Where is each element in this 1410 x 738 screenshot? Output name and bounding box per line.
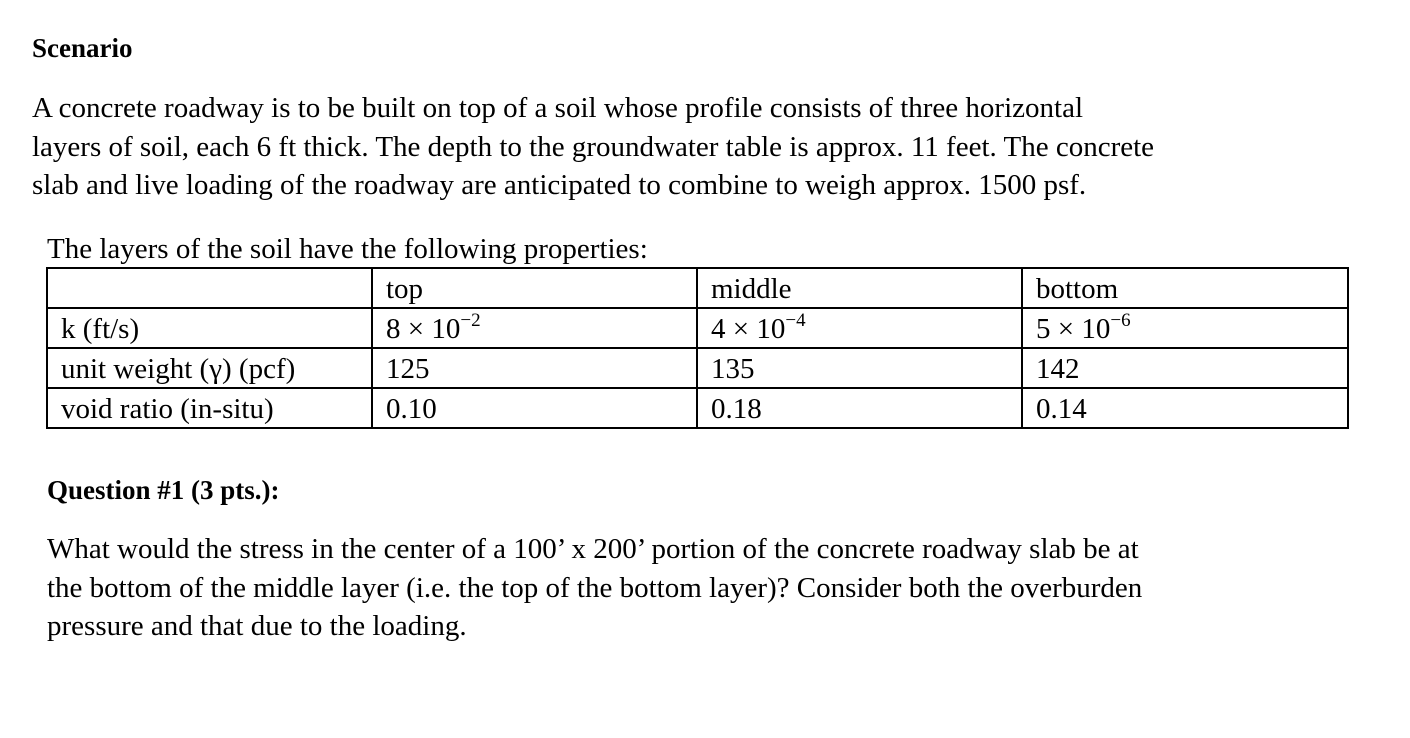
question-line: What would the stress in the center of a 100’ x 200’ portion of the concrete roadway slab be at xyxy=(47,533,1139,565)
header-cell-middle: middle xyxy=(697,268,1022,308)
scenario-paragraph xyxy=(32,89,1392,205)
k-mantissa: 8 × 10 xyxy=(386,313,461,345)
void-ratio-bottom: 0.14 xyxy=(1022,388,1348,428)
row-label: void ratio (in-situ) xyxy=(47,388,372,428)
question-text xyxy=(47,530,1397,646)
row-label: unit weight (γ) (pcf) xyxy=(47,348,372,388)
row-label: k (ft/s) xyxy=(47,308,372,348)
k-exponent: −2 xyxy=(460,310,481,331)
question-line: pressure and that due to the loading. xyxy=(47,610,467,642)
scenario-line: layers of soil, each 6 ft thick. The depth to the groundwater table is approx. 11 feet. The concrete xyxy=(32,130,1155,163)
void-ratio-middle: 0.18 xyxy=(697,388,1022,428)
k-value-bottom xyxy=(1022,308,1348,348)
header-cell-bottom: bottom xyxy=(1022,268,1348,308)
k-mantissa: 4 × 10 xyxy=(711,313,786,345)
table-row-unit-weight xyxy=(47,348,1348,388)
scenario-line: A concrete roadway is to be built on top of a soil whose profile consists of three horizontal xyxy=(32,92,1083,124)
scenario-heading: Scenario xyxy=(32,33,133,63)
table-row-k xyxy=(47,308,1348,348)
k-exponent: −6 xyxy=(1110,310,1131,331)
question-line: the bottom of the middle layer (i.e. the top of the bottom layer)? Consider both the overburden xyxy=(47,571,1143,604)
k-value-top xyxy=(372,308,697,348)
table-row-void-ratio xyxy=(47,388,1348,428)
k-mantissa: 5 × 10 xyxy=(1036,313,1111,345)
header-cell-top: top xyxy=(372,268,697,308)
unit-weight-middle: 135 xyxy=(697,348,1022,388)
scenario-line: slab and live loading of the roadway are anticipated to combine to weigh approx. 1500 psf. xyxy=(32,169,1087,201)
soil-properties-table xyxy=(46,267,1349,429)
k-value-middle xyxy=(697,308,1022,348)
unit-weight-bottom: 142 xyxy=(1022,348,1348,388)
void-ratio-top: 0.10 xyxy=(372,388,697,428)
table-caption: The layers of the soil have the following properties: xyxy=(47,233,648,265)
unit-weight-top: 125 xyxy=(372,348,697,388)
header-cell-empty xyxy=(47,268,372,308)
question-title: Question #1 (3 pts.): xyxy=(47,475,280,505)
table-header-row xyxy=(47,268,1348,308)
k-exponent: −4 xyxy=(785,310,806,331)
